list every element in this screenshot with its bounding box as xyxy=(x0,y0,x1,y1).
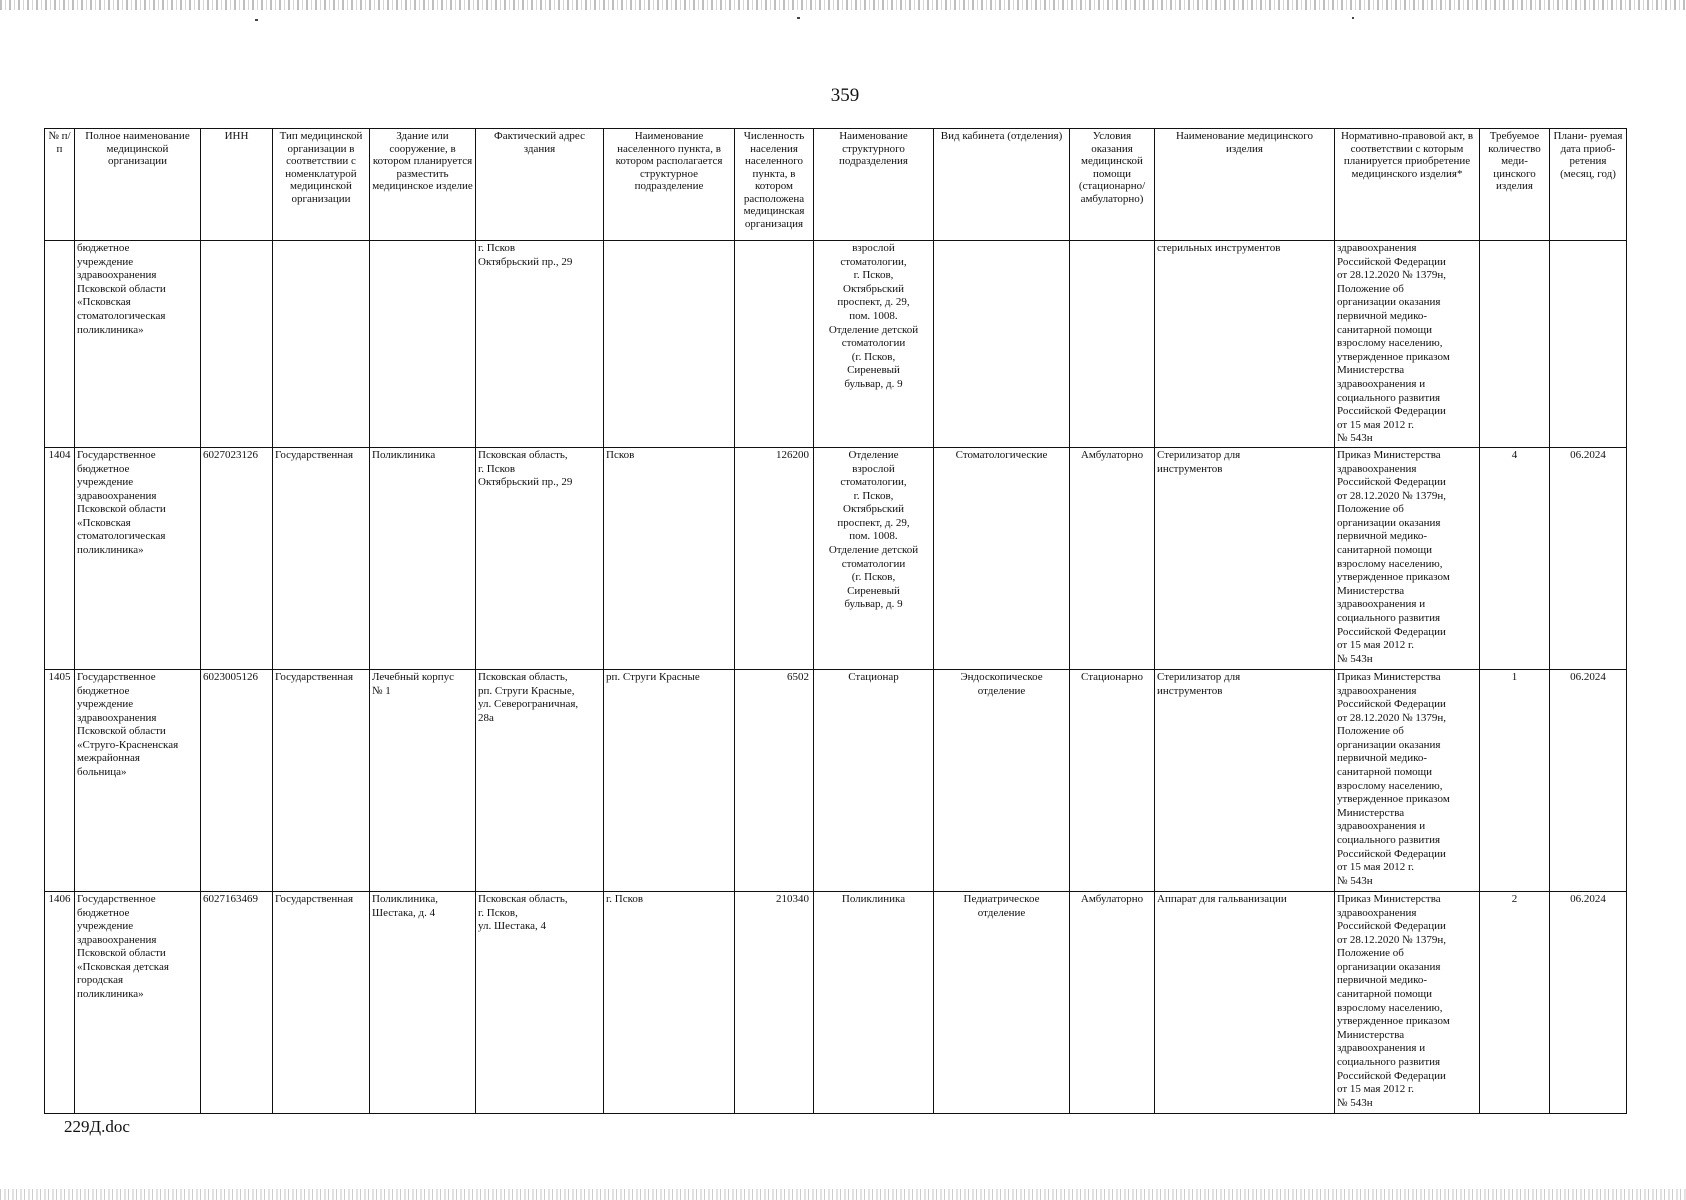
header-quantity: Требуемое количество меди- цинского изделия xyxy=(1480,129,1550,241)
cell-address: г. Псков Октябрьский пр., 29 xyxy=(476,241,604,448)
header-org-type: Тип медицинской организации в соответствии с номенклатурой медицинской организации xyxy=(273,129,370,241)
cell-locality: Псков xyxy=(604,447,735,669)
cell-inn: 6023005126 xyxy=(201,669,273,891)
cell-org-name: Государственное бюджетное учреждение здравоохранения Псковской области «Псковская детская городская поликлиника» xyxy=(75,891,201,1113)
table-row xyxy=(45,447,1627,669)
cell-department: Поликлиника xyxy=(814,891,934,1113)
cell-org-name: бюджетное учреждение здравоохранения Псковской области «Псковская стоматологическая поликлиника» xyxy=(75,241,201,448)
cell-cabinet: Педиатрическое отделение xyxy=(934,891,1070,1113)
cell-org-name: Государственное бюджетное учреждение здравоохранения Псковской области «Псковская стоматологическая поликлиника» xyxy=(75,447,201,669)
cell-population xyxy=(735,241,814,448)
header-department: Наименование структурного подразделения xyxy=(814,129,934,241)
cell-conditions: Стационарно xyxy=(1070,669,1155,891)
cell-legal-act: Приказ Министерства здравоохранения Российской Федерации от 28.12.2020 № 1379н, Положение об организации оказания первичной медико- санитарной помощи взрослому населению, утвержденное приказом Министерства здравоохранения и социального развития Российской Федерации от 15 мая 2012 г. № 543н xyxy=(1335,891,1480,1113)
cell-cabinet xyxy=(934,241,1070,448)
cell-address: Псковская область, рп. Струги Красные, ул. Северограничная, 28а xyxy=(476,669,604,891)
header-num: № п/п xyxy=(45,129,75,241)
cell-locality xyxy=(604,241,735,448)
cell-org-type: Государственная xyxy=(273,447,370,669)
cell-inn xyxy=(201,241,273,448)
cell-org-name: Государственное бюджетное учреждение здравоохранения Псковской области «Струго-Красненская межрайонная больница» xyxy=(75,669,201,891)
cell-quantity xyxy=(1480,241,1550,448)
cell-population: 126200 xyxy=(735,447,814,669)
cell-locality: рп. Струги Красные xyxy=(604,669,735,891)
cell-locality: г. Псков xyxy=(604,891,735,1113)
cell-device: Аппарат для гальванизации xyxy=(1155,891,1335,1113)
cell-building: Лечебный корпус № 1 xyxy=(370,669,476,891)
cell-device: стерильных инструментов xyxy=(1155,241,1335,448)
cell-num: 1405 xyxy=(45,669,75,891)
cell-population: 6502 xyxy=(735,669,814,891)
cell-cabinet: Эндоскопическое отделение xyxy=(934,669,1070,891)
cell-org-type: Государственная xyxy=(273,669,370,891)
cell-device: Стерилизатор для инструментов xyxy=(1155,447,1335,669)
cell-address: Псковская область, г. Псков Октябрьский пр., 29 xyxy=(476,447,604,669)
footer-file-name: 229Д.doc xyxy=(64,1117,130,1136)
cell-planned-date xyxy=(1550,241,1627,448)
cell-quantity: 4 xyxy=(1480,447,1550,669)
scan-edge-bottom xyxy=(0,1189,1686,1200)
cell-num: 1406 xyxy=(45,891,75,1113)
header-org-name: Полное наименование медицинской организации xyxy=(75,129,201,241)
cell-legal-act: Приказ Министерства здравоохранения Российской Федерации от 28.12.2020 № 1379н, Положение об организации оказания первичной медико- санитарной помощи взрослому населению, утвержденное приказом Министерства здравоохранения и социального развития Российской Федерации от 15 мая 2012 г. № 543н xyxy=(1335,447,1480,669)
cell-legal-act: здравоохранения Российской Федерации от 28.12.2020 № 1379н, Положение об организации оказания первичной медико- санитарной помощи взрослому населению, утвержденное приказом Министерства здравоохранения и социального развития Российской Федерации от 15 мая 2012 г. № 543н xyxy=(1335,241,1480,448)
cell-device: Стерилизатор для инструментов xyxy=(1155,669,1335,891)
header-address: Фактический адрес здания xyxy=(476,129,604,241)
header-building: Здание или сооружение, в котором планируется разместить медицинское изделие xyxy=(370,129,476,241)
cell-building: Поликлиника xyxy=(370,447,476,669)
cell-department: взрослой стоматологии, г. Псков, Октябрьский проспект, д. 29, пом. 1008. Отделение детской стоматологии (г. Псков, Сиреневый бульвар, д. 9 xyxy=(814,241,934,448)
cell-num xyxy=(45,241,75,448)
cell-inn: 6027163469 xyxy=(201,891,273,1113)
equipment-table xyxy=(44,128,1627,1114)
cell-legal-act: Приказ Министерства здравоохранения Российской Федерации от 28.12.2020 № 1379н, Положение об организации оказания первичной медико- санитарной помощи взрослому населению, утвержденное приказом Министерства здравоохранения и социального развития Российской Федерации от 15 мая 2012 г. № 543н xyxy=(1335,669,1480,891)
cell-building: Поликлиника, Шестака, д. 4 xyxy=(370,891,476,1113)
cell-address: Псковская область, г. Псков, ул. Шестака, 4 xyxy=(476,891,604,1113)
cell-building xyxy=(370,241,476,448)
cell-cabinet: Стоматологические xyxy=(934,447,1070,669)
cell-planned-date: 06.2024 xyxy=(1550,669,1627,891)
scan-speck xyxy=(1352,17,1354,19)
cell-planned-date: 06.2024 xyxy=(1550,891,1627,1113)
cell-conditions: Амбулаторно xyxy=(1070,891,1155,1113)
cell-population: 210340 xyxy=(735,891,814,1113)
table-row xyxy=(45,669,1627,891)
cell-planned-date: 06.2024 xyxy=(1550,447,1627,669)
cell-department: Стационар xyxy=(814,669,934,891)
scan-edge-top xyxy=(0,0,1686,10)
cell-quantity: 1 xyxy=(1480,669,1550,891)
header-planned-date: Плани- руемая дата приоб- ретения (месяц, год) xyxy=(1550,129,1627,241)
cell-org-type xyxy=(273,241,370,448)
scan-speck xyxy=(797,17,800,19)
page-number: 359 xyxy=(830,85,860,106)
header-legal-act: Нормативно-правовой акт, в соответствии с которым планируется приобретение медицинского изделия* xyxy=(1335,129,1480,241)
table-header-row xyxy=(45,129,1627,241)
cell-inn: 6027023126 xyxy=(201,447,273,669)
cell-conditions xyxy=(1070,241,1155,448)
header-device: Наименование медицинского изделия xyxy=(1155,129,1335,241)
cell-org-type: Государственная xyxy=(273,891,370,1113)
header-cabinet: Вид кабинета (отделения) xyxy=(934,129,1070,241)
cell-num: 1404 xyxy=(45,447,75,669)
scan-speck xyxy=(255,19,258,21)
table-row xyxy=(45,891,1627,1113)
header-conditions: Условия оказания медицинской помощи (стационарно/ амбулаторно) xyxy=(1070,129,1155,241)
table-row xyxy=(45,241,1627,448)
header-inn: ИНН xyxy=(201,129,273,241)
header-population: Численность населения населенного пункта, в котором расположена медицинская организация xyxy=(735,129,814,241)
header-locality: Наименование населенного пункта, в котором располагается структурное подразделение xyxy=(604,129,735,241)
cell-department: Отделение взрослой стоматологии, г. Псков, Октябрьский проспект, д. 29, пом. 1008. Отделение детской стоматологии (г. Псков, Сиреневый бульвар, д. 9 xyxy=(814,447,934,669)
cell-conditions: Амбулаторно xyxy=(1070,447,1155,669)
cell-quantity: 2 xyxy=(1480,891,1550,1113)
